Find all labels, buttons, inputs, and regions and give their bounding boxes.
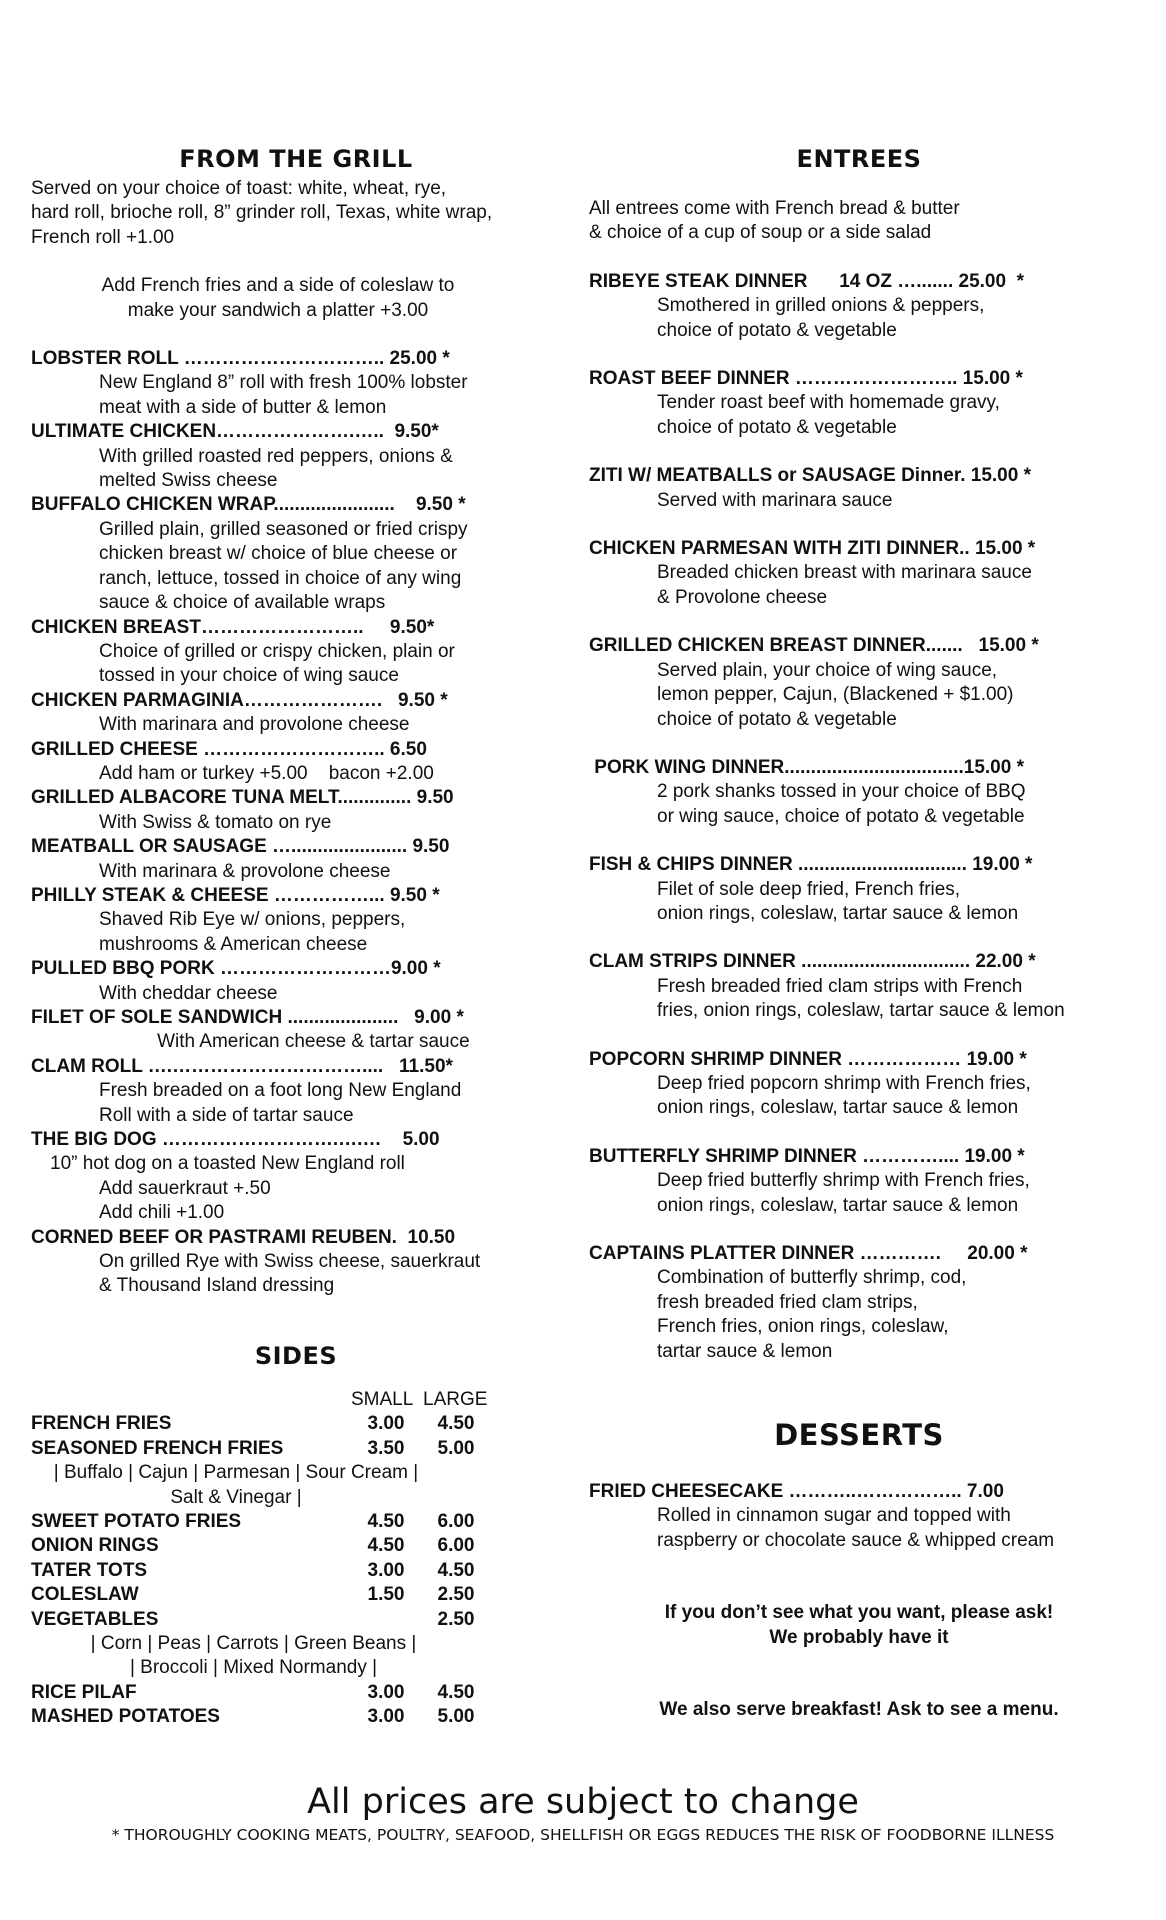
side-large-price: 4.50: [437, 1413, 475, 1435]
item-desc: Deep fried popcorn shrimp with French fries, onion rings, coleslaw, tartar sauce & lemon: [657, 1072, 1031, 1119]
side-row: [31, 1705, 531, 1729]
menu-item: [31, 1128, 561, 1226]
item-name: RIBEYE STEAK DINNER 14 OZ …....... 25.00 *: [589, 270, 1025, 292]
item-desc: With American cheese & tartar sauce: [99, 1031, 470, 1053]
side-name: SWEET POTATO FRIES: [31, 1511, 242, 1533]
side-small-price: 3.00: [367, 1559, 405, 1581]
side-name: VEGETABLES: [31, 1608, 159, 1630]
menu-item: [31, 738, 561, 787]
size-large-label: LARGE: [423, 1389, 488, 1410]
item-name: GRILLED CHICKEN BREAST DINNER....... 15.00 *: [589, 635, 1039, 657]
item-name: CORNED BEEF OR PASTRAMI REUBEN. 10.50: [31, 1226, 456, 1248]
breakfast-message: We also serve breakfast! Ask to see a menu.: [659, 1699, 1059, 1721]
seasoning-options: [31, 1461, 461, 1510]
item-name: FISH & CHIPS DINNER ................................ 19.00 *: [589, 854, 1033, 876]
menu-item: [589, 464, 1129, 513]
side-large-price: 4.50: [437, 1681, 475, 1703]
menu-item: [31, 1055, 561, 1128]
item-name: MEATBALL OR SAUSAGE …...................... 9.50: [31, 836, 450, 858]
side-name: MASHED POTATOES: [31, 1706, 220, 1728]
item-desc: Fresh breaded on a foot long New England Roll with a side of tartar sauce: [99, 1080, 462, 1126]
item-name: CHICKEN PARMESAN WITH ZITI DINNER.. 15.00 *: [589, 538, 1036, 560]
side-name: ONION RINGS: [31, 1535, 159, 1557]
item-name: LOBSTER ROLL ………………………….. 25.00 *: [31, 348, 450, 370]
menu-item: [589, 1242, 1129, 1364]
side-small-price: 3.50: [367, 1437, 405, 1459]
item-desc: Combination of butterfly shrimp, cod, fresh breaded fried clam strips, French fries, onion rings, coleslaw, tartar sauce & lemon: [657, 1267, 967, 1362]
menu-item: [589, 270, 1129, 343]
side-name: SEASONED FRENCH FRIES: [31, 1437, 284, 1459]
menu-item: [31, 689, 561, 738]
item-desc: With grilled roasted red peppers, onions & melted Swiss cheese: [99, 445, 453, 492]
side-row: [31, 1412, 531, 1436]
side-name: FRENCH FRIES: [31, 1413, 172, 1435]
item-desc: Shaved Rib Eye w/ onions, peppers, mushrooms & American cheese: [99, 909, 406, 955]
entree-items: [589, 270, 1129, 1364]
side-large-price: 2.50: [437, 1608, 475, 1630]
menu-item: [589, 950, 1129, 1023]
item-addons: Add sauerkraut +.50 Add chili +1.00: [99, 1177, 271, 1224]
side-row: [31, 1583, 531, 1607]
grill-intro: Served on your choice of toast: white, wheat, rye, hard roll, brioche roll, 8” grinder roll, Texas, white wrap, French roll +1.00: [31, 178, 493, 248]
price-disclaimer: All prices are subject to change: [307, 1782, 859, 1822]
menu-item: [31, 493, 561, 615]
side-row: [31, 1510, 531, 1534]
entrees-intro: All entrees come with French bread & butter & choice of a cup of soup or a side salad: [589, 198, 960, 244]
item-name: CHICKEN BREAST…………………….. 9.50*: [31, 616, 435, 638]
menu-item: [31, 884, 561, 957]
item-name: FRIED CHEESECAKE ………..…………….. 7.00: [589, 1481, 1004, 1502]
side-small-price: 3.00: [367, 1681, 405, 1703]
side-row: [31, 1608, 531, 1632]
item-name: BUTTERFLY SHRIMP DINNER ………….... 19.00 *: [589, 1145, 1025, 1167]
item-desc: Fresh breaded fried clam strips with French fries, onion rings, coleslaw, tartar sauce & lemon: [657, 975, 1065, 1022]
sides-heading: SIDES: [254, 1342, 338, 1370]
menu-item: [31, 1226, 561, 1299]
item-desc: With cheddar cheese: [99, 982, 278, 1004]
food-safety-note: * THOROUGHLY COOKING MEATS, POULTRY, SEAFOOD, SHELLFISH OR EGGS REDUCES THE RISK OF FOODBORNE ILLNESS: [111, 1826, 1055, 1844]
item-name: ROAST BEEF DINNER …………………….. 15.00 *: [589, 368, 1023, 390]
item-desc: With Swiss & tomato on rye: [99, 811, 332, 833]
grill-items: [31, 347, 561, 1299]
side-row: [31, 1559, 531, 1583]
sides-size-header: [31, 1388, 531, 1412]
item-name: PHILLY STEAK & CHEESE ……………... 9.50 *: [31, 884, 440, 906]
desserts-section: [589, 1418, 1129, 1722]
item-desc: Smothered in grilled onions & peppers, choice of potato & vegetable: [657, 295, 985, 341]
sides-section: [31, 1342, 531, 1730]
item-desc: Tender roast beef with homemade gravy, choice of potato & vegetable: [657, 392, 1000, 438]
item-desc: Served plain, your choice of wing sauce, lemon pepper, Cajun, (Blackened + $1.00) choice of potato & vegetable: [657, 659, 1014, 730]
side-small-price: 4.50: [367, 1511, 405, 1533]
menu-item: [31, 420, 561, 493]
item-desc: With marinara and provolone cheese: [99, 714, 410, 736]
side-small-price: [351, 1608, 421, 1632]
item-desc: Breaded chicken breast with marinara sauce & Provolone cheese: [657, 562, 1032, 608]
item-desc: Grilled plain, grilled seasoned or fried crispy chicken breast w/ choice of blue cheese or ranch, lettuce, tossed in choice of any wing sauce & choice of available wraps: [99, 518, 468, 614]
menu-item: [31, 957, 561, 1006]
item-desc: Served with marinara sauce: [657, 489, 893, 511]
item-name: PORK WING DINNER..................................15.00 *: [589, 756, 1024, 778]
item-name: CHICKEN PARMAGINIA…………………. 9.50 *: [31, 689, 448, 711]
vegetable-options: | Corn | Peas | Carrots | Green Beans | | Broccoli | Mixed Normandy |: [90, 1633, 417, 1679]
menu-item: [31, 786, 561, 835]
item-name: BUFFALO CHICKEN WRAP....................... 9.50 *: [31, 494, 466, 516]
item-name: POPCORN SHRIMP DINNER ……………… 19.00 *: [589, 1048, 1027, 1070]
side-small-price: 3.00: [367, 1706, 405, 1728]
menu-item: [589, 634, 1129, 732]
item-desc: 2 pork shanks tossed in your choice of BBQ or wing sauce, choice of potato & vegetable: [657, 781, 1026, 827]
entrees-heading: ENTREES: [796, 145, 922, 173]
size-small-label: SMALL: [351, 1389, 414, 1410]
item-name: ZITI W/ MEATBALLS or SAUSAGE Dinner. 15.00 *: [589, 465, 1031, 487]
seasoning-text: | Buffalo | Cajun | Parmesan | Sour Cream | Salt & Vinegar |: [53, 1462, 419, 1508]
item-name: PULLED BBQ PORK ………………………9.00 *: [31, 958, 441, 980]
menu-item: [31, 1006, 561, 1055]
side-row: [31, 1534, 531, 1558]
menu-item: [589, 367, 1129, 440]
item-desc: Choice of grilled or crispy chicken, plain or tossed in your choice of wing sauce: [99, 640, 455, 687]
menu-item: [31, 835, 561, 884]
item-name: THE BIG DOG ……………………….….… 5.00: [31, 1129, 440, 1151]
menu-item: [589, 1145, 1129, 1218]
platter-note: Add French fries and a side of coleslaw to make your sandwich a platter +3.00: [101, 275, 455, 321]
item-desc: On grilled Rye with Swiss cheese, sauerkraut & Thousand Island dressing: [99, 1251, 481, 1297]
menu-item: [589, 537, 1129, 610]
side-name: TATER TOTS: [31, 1559, 148, 1581]
side-small-price: 4.50: [367, 1535, 405, 1557]
menu-item: [589, 853, 1129, 926]
item-name: CLAM ROLL ….………………………….... 11.50*: [31, 1055, 453, 1077]
side-large-price: 2.50: [437, 1584, 475, 1606]
item-desc: Add ham or turkey +5.00 bacon +2.00: [99, 762, 434, 784]
side-large-price: 6.00: [437, 1511, 475, 1533]
grill-section: [31, 145, 561, 1299]
side-row: [31, 1681, 531, 1705]
entrees-section: [589, 145, 1129, 1364]
item-name: ULTIMATE CHICKEN………………….….. 9.50*: [31, 421, 439, 443]
item-name: GRILLED CHEESE ……………………….. 6.50: [31, 738, 427, 760]
desserts-heading: DESSERTS: [774, 1418, 944, 1452]
item-desc: Rolled in cinnamon sugar and topped with raspberry or chocolate sauce & whipped cream: [657, 1505, 1055, 1551]
grill-heading: FROM THE GRILL: [179, 145, 413, 173]
side-large-price: 5.00: [437, 1706, 475, 1728]
side-large-price: 5.00: [437, 1437, 475, 1459]
ask-message: If you don’t see what you want, please ask! We probably have it: [664, 1602, 1054, 1648]
menu-item: [589, 1048, 1129, 1121]
menu-item: [31, 347, 561, 420]
side-small-price: 1.50: [367, 1584, 405, 1606]
item-name: GRILLED ALBACORE TUNA MELT.............. 9.50: [31, 787, 454, 809]
item-name: FILET OF SOLE SANDWICH ..................... 9.00 *: [31, 1007, 464, 1028]
side-large-price: 6.00: [437, 1535, 475, 1557]
menu-item: [589, 756, 1129, 829]
side-large-price: 4.50: [437, 1559, 475, 1581]
menu-item: [589, 1480, 1129, 1553]
menu-item: [31, 616, 561, 689]
item-desc: New England 8” roll with fresh 100% lobster meat with a side of butter & lemon: [99, 372, 468, 418]
side-small-price: 3.00: [367, 1413, 405, 1435]
side-name: COLESLAW: [31, 1584, 139, 1606]
footer: [0, 1780, 1166, 1846]
item-desc: Deep fried butterfly shrimp with French fries, onion rings, coleslaw, tartar sauce & lemon: [657, 1170, 1030, 1216]
item-name: CAPTAINS PLATTER DINNER …………. 20.00 *: [589, 1243, 1028, 1264]
item-desc: With marinara & provolone cheese: [99, 860, 391, 882]
side-row: [31, 1437, 531, 1461]
item-desc: Filet of sole deep fried, French fries, onion rings, coleslaw, tartar sauce & lemon: [657, 878, 1019, 924]
item-name: CLAM STRIPS DINNER ................................ 22.00 *: [589, 951, 1036, 973]
side-name: RICE PILAF: [31, 1681, 137, 1703]
item-desc: 10” hot dog on a toasted New England roll: [50, 1153, 405, 1175]
